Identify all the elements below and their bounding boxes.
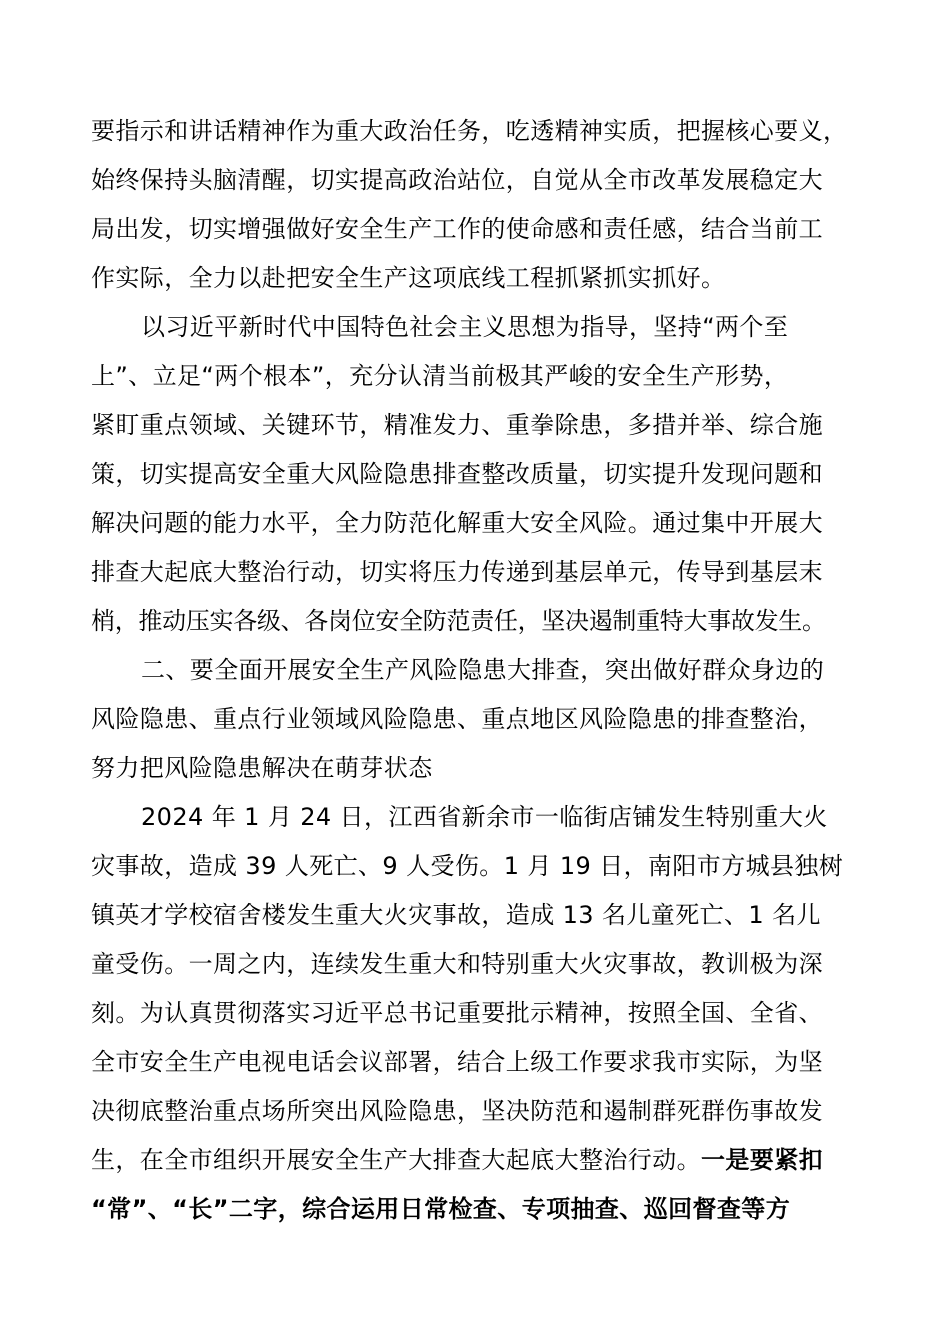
text-line: 解决问题的能力水平，全力防范化解重大安全风险。通过集中开展大	[91, 509, 823, 537]
text-line: 以习近平新时代中国特色社会主义思想为指导，坚持“两个至	[141, 313, 789, 341]
bold-text-segment: 一是要紧扣	[701, 1146, 823, 1174]
text-line: 全市安全生产电视电话会议部署，结合上级工作要求我市实际，为坚	[91, 1048, 823, 1076]
text-line: 刻。为认真贯彻落实习近平总书记重要批示精神，按照全国、全省、	[91, 999, 823, 1027]
text-line: 策，切实提高安全重大风险隐患排查整改质量，切实提升发现问题和	[91, 460, 823, 488]
text-line: 作实际，全力以赴把安全生产这项底线工程抓紧抓实抓好。	[91, 264, 726, 292]
text-line: 镇英才学校宿舍楼发生重大火灾事故，造成 13 名儿童死亡、1 名儿	[91, 901, 821, 929]
text-line: 努力把风险隐患解决在萌芽状态	[91, 754, 433, 782]
paragraph-4	[91, 793, 866, 1234]
text-line: “常”、“长”二字，综合运用日常检查、专项抽查、巡回督查等方	[91, 1195, 791, 1223]
text-line: 紧盯重点领域、关键环节，精准发力、重拳除患，多措并举、综合施	[91, 411, 823, 439]
text-line: 局出发，切实增强做好安全生产工作的使命感和责任感，结合当前工	[91, 215, 823, 243]
text-line: 梢，推动压实各级、各岗位安全防范责任，坚决遏制重特大事故发生。	[91, 607, 826, 635]
paragraph-1	[91, 107, 866, 303]
text-segment: 生，在全市组织开展安全生产大排查大起底大整治行动。	[91, 1146, 701, 1174]
text-line: 始终保持头脑清醒，切实提高政治站位，自觉从全市改革发展稳定大	[91, 166, 823, 194]
text-line: 童受伤。一周之内，连续发生重大和特别重大火灾事故，教训极为深	[91, 950, 823, 978]
text-line: 决彻底整治重点场所突出风险隐患，坚决防范和遏制群死群伤事故发	[91, 1097, 823, 1125]
text-line: 2024 年 1 月 24 日，江西省新余市一临街店铺发生特别重大火	[141, 803, 828, 831]
section-heading-2	[91, 646, 866, 793]
text-line	[91, 1136, 866, 1185]
text-line: 要指示和讲话精神作为重大政治任务，吃透精神实质，把握核心要义，	[91, 117, 848, 145]
text-line: 风险隐患、重点行业领域风险隐患、重点地区风险隐患的排查整治，	[91, 705, 823, 733]
text-line: 排查大起底大整治行动，切实将压力传递到基层单元，传导到基层末	[91, 558, 823, 586]
text-line: 上”、立足“两个根本”，充分认清当前极其严峻的安全生产形势，	[91, 362, 789, 390]
text-line: 二、要全面开展安全生产风险隐患大排查，突出做好群众身边的	[141, 656, 825, 684]
paragraph-2	[91, 303, 866, 646]
text-line: 灾事故，造成 39 人死亡、9 人受伤。1 月 19 日，南阳市方城县独树	[91, 852, 844, 880]
